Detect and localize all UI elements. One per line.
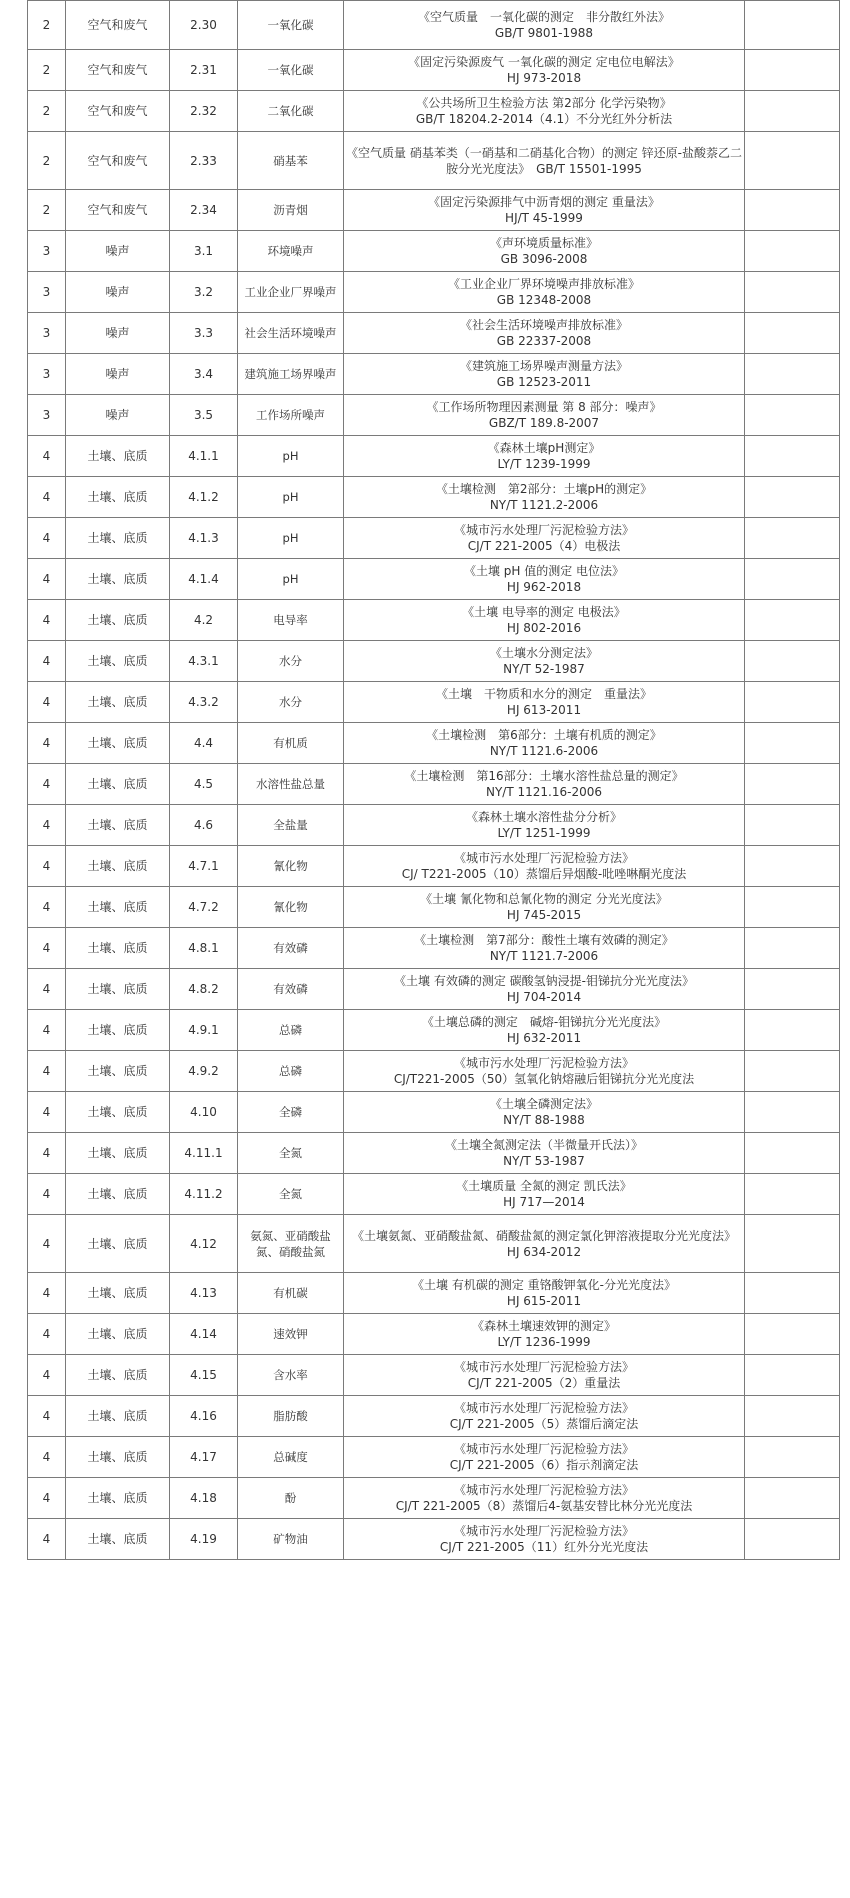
cell-item-code: 4.16 bbox=[170, 1396, 238, 1437]
table-row bbox=[28, 764, 840, 805]
cell-method: 《公共场所卫生检验方法 第2部分 化学污染物》 GB/T 18204.2-2014（4.1）不分光红外分析法 bbox=[344, 91, 745, 132]
cell-method: 《城市污水处理厂污泥检验方法》 CJ/T 221-2005（5）蒸馏后滴定法 bbox=[344, 1396, 745, 1437]
cell-method: 《土壤氨氮、亚硝酸盐氮、硝酸盐氮的测定氯化钾溶液提取分光光度法》 HJ 634-2012 bbox=[344, 1215, 745, 1273]
cell-item-code: 4.18 bbox=[170, 1478, 238, 1519]
cell-category: 土壤、底质 bbox=[66, 1396, 170, 1437]
cell-category-no: 4 bbox=[28, 1174, 66, 1215]
cell-item: 全氮 bbox=[238, 1133, 344, 1174]
table-row bbox=[28, 313, 840, 354]
cell-item: 环境噪声 bbox=[238, 231, 344, 272]
cell-item: 工作场所噪声 bbox=[238, 395, 344, 436]
table-row bbox=[28, 723, 840, 764]
cell-method: 《土壤 干物质和水分的测定 重量法》 HJ 613-2011 bbox=[344, 682, 745, 723]
cell-category: 土壤、底质 bbox=[66, 641, 170, 682]
cell-category-no: 4 bbox=[28, 477, 66, 518]
cell-method: 《土壤质量 全氮的测定 凯氏法》 HJ 717—2014 bbox=[344, 1174, 745, 1215]
cell-item-code: 4.3.1 bbox=[170, 641, 238, 682]
cell-category-no: 4 bbox=[28, 887, 66, 928]
cell-method: 《空气质量 硝基苯类（一硝基和二硝基化合物）的测定 锌还原-盐酸萘乙二胺分光光度法》 GB/T 15501-1995 bbox=[344, 132, 745, 190]
cell-item-code: 4.11.1 bbox=[170, 1133, 238, 1174]
table-row bbox=[28, 354, 840, 395]
cell-category: 空气和废气 bbox=[66, 91, 170, 132]
cell-item-code: 4.19 bbox=[170, 1519, 238, 1560]
cell-item: 有机碳 bbox=[238, 1273, 344, 1314]
cell-remark bbox=[745, 132, 840, 190]
cell-item: 全磷 bbox=[238, 1092, 344, 1133]
cell-category-no: 2 bbox=[28, 1, 66, 50]
cell-category-no: 4 bbox=[28, 1010, 66, 1051]
cell-item: 二氧化碳 bbox=[238, 91, 344, 132]
cell-category: 空气和废气 bbox=[66, 1, 170, 50]
cell-item: 总磷 bbox=[238, 1051, 344, 1092]
table-row bbox=[28, 1, 840, 50]
cell-category-no: 4 bbox=[28, 518, 66, 559]
cell-remark bbox=[745, 477, 840, 518]
cell-method: 《土壤全氮测定法（半微量开氏法）》 NY/T 53-1987 bbox=[344, 1133, 745, 1174]
cell-item-code: 4.8.1 bbox=[170, 928, 238, 969]
cell-item: 一氧化碳 bbox=[238, 50, 344, 91]
cell-item: 有效磷 bbox=[238, 969, 344, 1010]
cell-category-no: 4 bbox=[28, 928, 66, 969]
table-row bbox=[28, 91, 840, 132]
cell-category-no: 3 bbox=[28, 231, 66, 272]
cell-item-code: 4.4 bbox=[170, 723, 238, 764]
cell-remark bbox=[745, 723, 840, 764]
cell-method: 《土壤 氰化物和总氰化物的测定 分光光度法》 HJ 745-2015 bbox=[344, 887, 745, 928]
cell-category: 土壤、底质 bbox=[66, 1051, 170, 1092]
cell-method: 《城市污水处理厂污泥检验方法》 CJ/T 221-2005（8）蒸馏后4-氨基安替比林分光光度法 bbox=[344, 1478, 745, 1519]
cell-item-code: 4.1.2 bbox=[170, 477, 238, 518]
table-row bbox=[28, 272, 840, 313]
cell-method: 《土壤检测 第16部分：土壤水溶性盐总量的测定》 NY/T 1121.16-2006 bbox=[344, 764, 745, 805]
cell-remark bbox=[745, 805, 840, 846]
cell-category: 土壤、底质 bbox=[66, 436, 170, 477]
cell-category-no: 2 bbox=[28, 50, 66, 91]
cell-item: 工业企业厂界噪声 bbox=[238, 272, 344, 313]
cell-method: 《工业企业厂界环境噪声排放标准》 GB 12348-2008 bbox=[344, 272, 745, 313]
cell-category-no: 4 bbox=[28, 1355, 66, 1396]
cell-item-code: 4.7.1 bbox=[170, 846, 238, 887]
cell-item: 硝基苯 bbox=[238, 132, 344, 190]
cell-item: pH bbox=[238, 436, 344, 477]
cell-method: 《城市污水处理厂污泥检验方法》 CJ/T221-2005（50）氢氧化钠熔融后钼锑抗分光光度法 bbox=[344, 1051, 745, 1092]
cell-item: 氰化物 bbox=[238, 846, 344, 887]
cell-item-code: 2.30 bbox=[170, 1, 238, 50]
cell-item: 一氧化碳 bbox=[238, 1, 344, 50]
cell-method: 《声环境质量标准》 GB 3096-2008 bbox=[344, 231, 745, 272]
table-row bbox=[28, 436, 840, 477]
cell-category: 土壤、底质 bbox=[66, 969, 170, 1010]
cell-category: 土壤、底质 bbox=[66, 1478, 170, 1519]
cell-category-no: 4 bbox=[28, 1133, 66, 1174]
cell-method: 《城市污水处理厂污泥检验方法》 CJ/T 221-2005（11）红外分光光度法 bbox=[344, 1519, 745, 1560]
cell-category: 噪声 bbox=[66, 395, 170, 436]
cell-category: 土壤、底质 bbox=[66, 887, 170, 928]
cell-item: 水分 bbox=[238, 682, 344, 723]
cell-remark bbox=[745, 1273, 840, 1314]
cell-category-no: 4 bbox=[28, 764, 66, 805]
cell-remark bbox=[745, 1396, 840, 1437]
cell-item-code: 4.2 bbox=[170, 600, 238, 641]
cell-remark bbox=[745, 641, 840, 682]
cell-category: 土壤、底质 bbox=[66, 723, 170, 764]
cell-category: 土壤、底质 bbox=[66, 928, 170, 969]
table-row bbox=[28, 559, 840, 600]
cell-category: 土壤、底质 bbox=[66, 1355, 170, 1396]
cell-category: 土壤、底质 bbox=[66, 477, 170, 518]
cell-category-no: 4 bbox=[28, 1051, 66, 1092]
cell-category-no: 4 bbox=[28, 846, 66, 887]
cell-category: 土壤、底质 bbox=[66, 1174, 170, 1215]
cell-method: 《固定污染源排气中沥青烟的测定 重量法》 HJ/T 45-1999 bbox=[344, 190, 745, 231]
cell-item: 全氮 bbox=[238, 1174, 344, 1215]
table-row bbox=[28, 395, 840, 436]
cell-item-code: 4.10 bbox=[170, 1092, 238, 1133]
table-row bbox=[28, 1273, 840, 1314]
table-row bbox=[28, 477, 840, 518]
table-row bbox=[28, 1396, 840, 1437]
cell-remark bbox=[745, 764, 840, 805]
cell-category-no: 2 bbox=[28, 190, 66, 231]
cell-method: 《土壤 有机碳的测定 重铬酸钾氧化-分光光度法》 HJ 615-2011 bbox=[344, 1273, 745, 1314]
cell-remark bbox=[745, 887, 840, 928]
cell-category-no: 3 bbox=[28, 354, 66, 395]
cell-item-code: 4.9.1 bbox=[170, 1010, 238, 1051]
table-row bbox=[28, 190, 840, 231]
table-row bbox=[28, 846, 840, 887]
cell-remark bbox=[745, 682, 840, 723]
cell-method: 《土壤 电导率的测定 电极法》 HJ 802-2016 bbox=[344, 600, 745, 641]
cell-remark bbox=[745, 1478, 840, 1519]
cell-category-no: 4 bbox=[28, 1478, 66, 1519]
cell-item: 社会生活环境噪声 bbox=[238, 313, 344, 354]
cell-item-code: 4.1.4 bbox=[170, 559, 238, 600]
cell-category-no: 4 bbox=[28, 641, 66, 682]
cell-item: 建筑施工场界噪声 bbox=[238, 354, 344, 395]
cell-category: 土壤、底质 bbox=[66, 1010, 170, 1051]
cell-item-code: 4.9.2 bbox=[170, 1051, 238, 1092]
cell-item: 总碱度 bbox=[238, 1437, 344, 1478]
cell-item-code: 4.6 bbox=[170, 805, 238, 846]
cell-item: pH bbox=[238, 477, 344, 518]
cell-item: 有效磷 bbox=[238, 928, 344, 969]
table-row bbox=[28, 50, 840, 91]
cell-category-no: 3 bbox=[28, 313, 66, 354]
cell-method: 《土壤检测 第6部分：土壤有机质的测定》 NY/T 1121.6-2006 bbox=[344, 723, 745, 764]
cell-remark bbox=[745, 1010, 840, 1051]
cell-category-no: 4 bbox=[28, 1519, 66, 1560]
table-row bbox=[28, 132, 840, 190]
cell-remark bbox=[745, 1519, 840, 1560]
cell-item-code: 2.33 bbox=[170, 132, 238, 190]
cell-remark bbox=[745, 272, 840, 313]
cell-category-no: 4 bbox=[28, 1396, 66, 1437]
cell-item-code: 4.1.1 bbox=[170, 436, 238, 477]
table-row bbox=[28, 1010, 840, 1051]
table-row bbox=[28, 1355, 840, 1396]
cell-method: 《社会生活环境噪声排放标准》 GB 22337-2008 bbox=[344, 313, 745, 354]
cell-remark bbox=[745, 354, 840, 395]
cell-method: 《城市污水处理厂污泥检验方法》 CJ/T 221-2005（4）电极法 bbox=[344, 518, 745, 559]
cell-item: 全盐量 bbox=[238, 805, 344, 846]
cell-remark bbox=[745, 600, 840, 641]
table-row bbox=[28, 1437, 840, 1478]
cell-remark bbox=[745, 1174, 840, 1215]
cell-item-code: 3.1 bbox=[170, 231, 238, 272]
cell-item-code: 2.34 bbox=[170, 190, 238, 231]
table-body bbox=[28, 1, 840, 1560]
cell-item: 氨氮、亚硝酸盐氮、硝酸盐氮 bbox=[238, 1215, 344, 1273]
cell-category: 土壤、底质 bbox=[66, 1519, 170, 1560]
cell-remark bbox=[745, 1437, 840, 1478]
cell-method: 《城市污水处理厂污泥检验方法》 CJ/ T221-2005（10）蒸馏后异烟酸-吡唑啉酮光度法 bbox=[344, 846, 745, 887]
cell-method: 《土壤检测 第7部分：酸性土壤有效磷的测定》 NY/T 1121.7-2006 bbox=[344, 928, 745, 969]
cell-item-code: 4.17 bbox=[170, 1437, 238, 1478]
cell-category: 土壤、底质 bbox=[66, 1273, 170, 1314]
cell-item: pH bbox=[238, 518, 344, 559]
cell-item-code: 3.2 bbox=[170, 272, 238, 313]
cell-method: 《土壤 pH 值的测定 电位法》 HJ 962-2018 bbox=[344, 559, 745, 600]
cell-method: 《空气质量 一氧化碳的测定 非分散红外法》 GB/T 9801-1988 bbox=[344, 1, 745, 50]
cell-category: 土壤、底质 bbox=[66, 1437, 170, 1478]
cell-category-no: 3 bbox=[28, 395, 66, 436]
cell-remark bbox=[745, 1355, 840, 1396]
cell-item: 水溶性盐总量 bbox=[238, 764, 344, 805]
cell-remark bbox=[745, 1133, 840, 1174]
cell-item: 速效钾 bbox=[238, 1314, 344, 1355]
cell-item-code: 4.5 bbox=[170, 764, 238, 805]
cell-remark bbox=[745, 559, 840, 600]
cell-method: 《森林土壤水溶性盐分分析》 LY/T 1251-1999 bbox=[344, 805, 745, 846]
cell-item: 矿物油 bbox=[238, 1519, 344, 1560]
cell-category-no: 4 bbox=[28, 1092, 66, 1133]
cell-remark bbox=[745, 395, 840, 436]
cell-category: 土壤、底质 bbox=[66, 682, 170, 723]
cell-item-code: 4.3.2 bbox=[170, 682, 238, 723]
table-row bbox=[28, 1174, 840, 1215]
cell-category: 土壤、底质 bbox=[66, 1314, 170, 1355]
cell-item-code: 2.32 bbox=[170, 91, 238, 132]
cell-category-no: 4 bbox=[28, 436, 66, 477]
cell-remark bbox=[745, 91, 840, 132]
cell-method: 《土壤检测 第2部分：土壤pH的测定》 NY/T 1121.2-2006 bbox=[344, 477, 745, 518]
cell-remark bbox=[745, 1215, 840, 1273]
table-row bbox=[28, 682, 840, 723]
cell-category: 空气和废气 bbox=[66, 132, 170, 190]
cell-method: 《城市污水处理厂污泥检验方法》 CJ/T 221-2005（6）指示剂滴定法 bbox=[344, 1437, 745, 1478]
cell-category-no: 2 bbox=[28, 91, 66, 132]
table-row bbox=[28, 887, 840, 928]
cell-item-code: 4.15 bbox=[170, 1355, 238, 1396]
cell-item: 酚 bbox=[238, 1478, 344, 1519]
cell-remark bbox=[745, 313, 840, 354]
cell-category: 土壤、底质 bbox=[66, 1133, 170, 1174]
table-row bbox=[28, 231, 840, 272]
cell-category: 噪声 bbox=[66, 313, 170, 354]
cell-item-code: 4.8.2 bbox=[170, 969, 238, 1010]
table-row bbox=[28, 1478, 840, 1519]
cell-category: 噪声 bbox=[66, 272, 170, 313]
cell-method: 《森林土壤速效钾的测定》 LY/T 1236-1999 bbox=[344, 1314, 745, 1355]
cell-method: 《土壤总磷的测定 碱熔-钼锑抗分光光度法》 HJ 632-2011 bbox=[344, 1010, 745, 1051]
table-row bbox=[28, 1051, 840, 1092]
cell-category: 土壤、底质 bbox=[66, 1092, 170, 1133]
cell-item: 含水率 bbox=[238, 1355, 344, 1396]
table-row bbox=[28, 928, 840, 969]
cell-category: 噪声 bbox=[66, 231, 170, 272]
cell-remark bbox=[745, 928, 840, 969]
cell-category-no: 2 bbox=[28, 132, 66, 190]
table-row bbox=[28, 1519, 840, 1560]
table-row bbox=[28, 1133, 840, 1174]
cell-category-no: 3 bbox=[28, 272, 66, 313]
cell-category: 空气和废气 bbox=[66, 50, 170, 91]
cell-method: 《土壤 有效磷的测定 碳酸氢钠浸提-钼锑抗分光光度法》 HJ 704-2014 bbox=[344, 969, 745, 1010]
cell-item: 电导率 bbox=[238, 600, 344, 641]
cell-remark bbox=[745, 1314, 840, 1355]
cell-item-code: 4.12 bbox=[170, 1215, 238, 1273]
cell-remark bbox=[745, 231, 840, 272]
cell-category: 土壤、底质 bbox=[66, 764, 170, 805]
cell-category: 噪声 bbox=[66, 354, 170, 395]
cell-item-code: 4.7.2 bbox=[170, 887, 238, 928]
cell-remark bbox=[745, 518, 840, 559]
cell-category-no: 4 bbox=[28, 682, 66, 723]
cell-item-code: 4.14 bbox=[170, 1314, 238, 1355]
cell-category: 土壤、底质 bbox=[66, 1215, 170, 1273]
cell-item: 沥青烟 bbox=[238, 190, 344, 231]
table-row bbox=[28, 641, 840, 682]
cell-remark bbox=[745, 1, 840, 50]
cell-category: 土壤、底质 bbox=[66, 600, 170, 641]
cell-method: 《工作场所物理因素测量 第 8 部分：噪声》 GBZ/T 189.8-2007 bbox=[344, 395, 745, 436]
cell-item-code: 4.11.2 bbox=[170, 1174, 238, 1215]
table-row bbox=[28, 1314, 840, 1355]
cell-category: 土壤、底质 bbox=[66, 846, 170, 887]
cell-item: 有机质 bbox=[238, 723, 344, 764]
cell-item-code: 4.13 bbox=[170, 1273, 238, 1314]
cell-item-code: 3.5 bbox=[170, 395, 238, 436]
cell-category-no: 4 bbox=[28, 559, 66, 600]
table-row bbox=[28, 805, 840, 846]
table-row bbox=[28, 969, 840, 1010]
cell-category-no: 4 bbox=[28, 600, 66, 641]
cell-category-no: 4 bbox=[28, 805, 66, 846]
cell-remark bbox=[745, 969, 840, 1010]
cell-item: 氰化物 bbox=[238, 887, 344, 928]
cell-category: 土壤、底质 bbox=[66, 559, 170, 600]
cell-category: 空气和废气 bbox=[66, 190, 170, 231]
cell-category-no: 4 bbox=[28, 1215, 66, 1273]
cell-method: 《土壤水分测定法》 NY/T 52-1987 bbox=[344, 641, 745, 682]
cell-item-code: 2.31 bbox=[170, 50, 238, 91]
cell-method: 《城市污水处理厂污泥检验方法》 CJ/T 221-2005（2）重量法 bbox=[344, 1355, 745, 1396]
cell-remark bbox=[745, 50, 840, 91]
standards-table bbox=[27, 0, 840, 1560]
cell-method: 《土壤全磷测定法》 NY/T 88-1988 bbox=[344, 1092, 745, 1133]
cell-method: 《固定污染源废气 一氧化碳的测定 定电位电解法》 HJ 973-2018 bbox=[344, 50, 745, 91]
cell-item: 脂肪酸 bbox=[238, 1396, 344, 1437]
cell-remark bbox=[745, 436, 840, 477]
cell-category-no: 4 bbox=[28, 1314, 66, 1355]
cell-category-no: 4 bbox=[28, 723, 66, 764]
cell-item: 总磷 bbox=[238, 1010, 344, 1051]
cell-category-no: 4 bbox=[28, 969, 66, 1010]
cell-remark bbox=[745, 190, 840, 231]
table-row bbox=[28, 518, 840, 559]
cell-remark bbox=[745, 1051, 840, 1092]
cell-item-code: 4.1.3 bbox=[170, 518, 238, 559]
cell-item: 水分 bbox=[238, 641, 344, 682]
table-row bbox=[28, 600, 840, 641]
cell-category-no: 4 bbox=[28, 1437, 66, 1478]
cell-category: 土壤、底质 bbox=[66, 805, 170, 846]
cell-item-code: 3.3 bbox=[170, 313, 238, 354]
table-row bbox=[28, 1215, 840, 1273]
cell-item-code: 3.4 bbox=[170, 354, 238, 395]
cell-remark bbox=[745, 846, 840, 887]
cell-method: 《森林土壤pH测定》 LY/T 1239-1999 bbox=[344, 436, 745, 477]
cell-method: 《建筑施工场界噪声测量方法》 GB 12523-2011 bbox=[344, 354, 745, 395]
cell-category-no: 4 bbox=[28, 1273, 66, 1314]
cell-remark bbox=[745, 1092, 840, 1133]
cell-item: pH bbox=[238, 559, 344, 600]
table-row bbox=[28, 1092, 840, 1133]
cell-category: 土壤、底质 bbox=[66, 518, 170, 559]
